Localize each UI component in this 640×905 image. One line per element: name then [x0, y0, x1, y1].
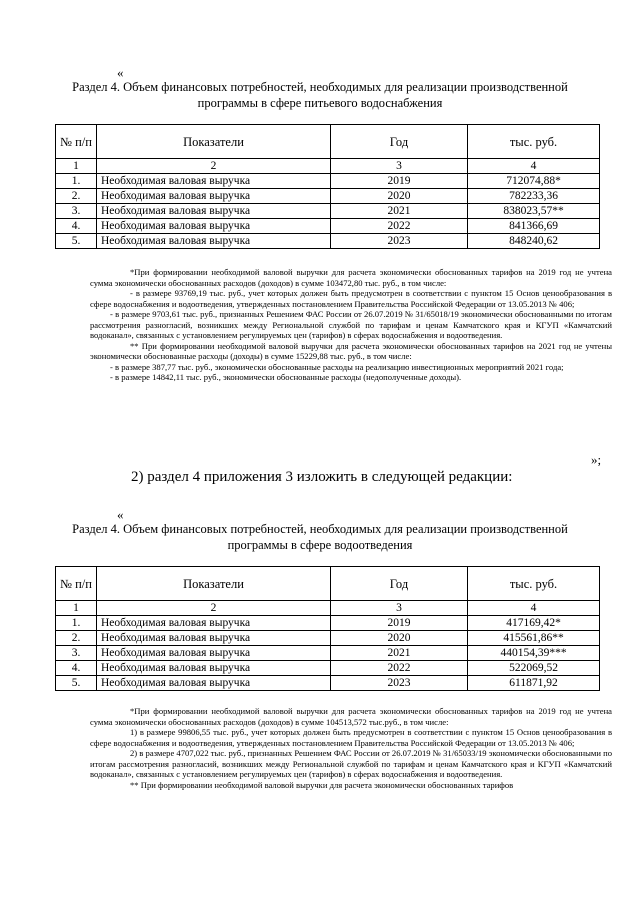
- row-year: 2021: [331, 204, 468, 219]
- footnotes: [90, 267, 612, 383]
- row-amount: 522069,52: [468, 661, 600, 676]
- row-amount: 415561,86**: [468, 631, 600, 646]
- row-year: 2020: [331, 631, 468, 646]
- row-amount: 417169,42*: [468, 616, 600, 631]
- section-title-line: Раздел 4. Объем финансовых потребностей, необходимых для реализации производственной: [72, 522, 568, 536]
- row-number: 2.: [56, 631, 97, 646]
- section-title-line: программы в сфере водоотведения: [227, 538, 413, 552]
- row-indicator: Необходимая валовая выручка: [97, 234, 331, 249]
- table-row: [56, 661, 600, 676]
- footnote-paragraph: ** При формировании необходимой валовой выручки для расчета экономически обоснованных тарифов на 2021 год не учтены экономически обоснованные расходы (доходы) в сумме 15229,88 тыс. руб., в том числе:: [90, 340, 612, 361]
- header-cell-indicator: Показатели: [97, 567, 331, 601]
- table-row: [56, 646, 600, 661]
- section-title: [40, 79, 600, 111]
- header-cell-amount: тыс. руб.: [468, 567, 600, 601]
- footnote-paragraph: - в размере 9703,61 тыс. руб., признанных Решением ФАС России от 26.07.2019 № 31/65018/19 экономически обоснованными по итогам рассмотрения разногласий, возникших между Региональной службой по тарифам и ценам Камчатского края и КГУП «Камчатский водоканал», связанных с установлением регулируемых цен (тарифов) в сферах водоснабжения и водоотведения.: [90, 309, 612, 340]
- close-quote: »;: [591, 452, 602, 467]
- row-amount: 848240,62: [468, 234, 600, 249]
- row-year: 2023: [331, 234, 468, 249]
- column-number: 4: [468, 159, 600, 174]
- row-year: 2023: [331, 676, 468, 691]
- footnote-paragraph: *При формировании необходимой валовой выручки для расчета экономически обоснованных тарифов на 2019 год не учтена сумма экономически обоснованных расходов (доходов) в сумме 104513,572 тыс.руб., в том числе:: [90, 706, 612, 727]
- footnote-paragraph: ** При формировании необходимой валовой выручки для расчета экономически обоснованных тарифов: [130, 779, 514, 790]
- row-year: 2020: [331, 189, 468, 204]
- column-number: 2: [97, 159, 331, 174]
- row-amount: 712074,88*: [468, 174, 600, 189]
- row-number: 5.: [56, 676, 97, 691]
- row-number: 4.: [56, 219, 97, 234]
- row-number: 1.: [56, 616, 97, 631]
- table-header-row: [56, 567, 600, 601]
- row-amount: 440154,39***: [468, 646, 600, 661]
- row-indicator: Необходимая валовая выручка: [97, 189, 331, 204]
- table-row: [56, 189, 600, 204]
- row-indicator: Необходимая валовая выручка: [97, 174, 331, 189]
- section-title-line: программы в сфере питьевого водоснабжения: [197, 96, 443, 110]
- column-number: 3: [331, 601, 468, 616]
- header-cell-indicator: Показатели: [97, 125, 331, 159]
- footnote-paragraph: - в размере 387,77 тыс. руб., экономически обоснованные расходы на реализацию инвестиционных мероприятий 2021 года;: [110, 361, 564, 372]
- row-year: 2021: [331, 646, 468, 661]
- financial-table: [55, 566, 600, 691]
- footnote-paragraph: 2) в размере 4707,022 тыс. руб., признанных Решением ФАС России от 26.07.2019 № 31/65033/19 экономически обоснованными по итогам рассмотрения разногласий, возникших между Региональной службой по тарифам и ценам Камчатского края и КГУП «Камчатский водоканал», связанных с установлением регулируемых цен (тарифов) в сферах водоснабжения и водоотведения.: [90, 748, 612, 779]
- row-number: 2.: [56, 189, 97, 204]
- row-number: 4.: [56, 661, 97, 676]
- footnote-paragraph: - в размере 93769,19 тыс. руб., учет которых должен быть предусмотрен в соответствии с пунктом 15 Основ ценообразования в сфере водоснабжения и водоотведения, утвержденных постановлением Правительства Российской Федерации от 13.05.2013 № 406;: [90, 288, 612, 309]
- row-amount: 611871,92: [468, 676, 600, 691]
- header-cell-number: № п/п: [56, 567, 97, 601]
- amendment-directive: 2) раздел 4 приложения 3 изложить в следующей редакции:: [131, 469, 513, 485]
- column-number: 1: [56, 601, 97, 616]
- row-indicator: Необходимая валовая выручка: [97, 631, 331, 646]
- header-cell-year: Год: [331, 567, 468, 601]
- row-amount: 838023,57**: [468, 204, 600, 219]
- table-row: [56, 631, 600, 646]
- header-cell-year: Год: [331, 125, 468, 159]
- table-row: [56, 219, 600, 234]
- row-indicator: Необходимая валовая выручка: [97, 219, 331, 234]
- row-year: 2022: [331, 219, 468, 234]
- row-amount: 841366,69: [468, 219, 600, 234]
- header-cell-number: № п/п: [56, 125, 97, 159]
- table-row: [56, 676, 600, 691]
- footnote-paragraph: 1) в размере 99806,55 тыс. руб., учет которых должен быть предусмотрен в соответствии с пунктом 15 Основ ценообразования в сфере водоснабжения и водоотведения, утвержденных постановлением Правительства Российской Федерации от 13.05.2013 № 406;: [90, 727, 612, 748]
- section-title: [40, 521, 600, 553]
- row-year: 2022: [331, 661, 468, 676]
- column-number: 1: [56, 159, 97, 174]
- column-number: 4: [468, 601, 600, 616]
- table-row: [56, 204, 600, 219]
- row-amount: 782233,36: [468, 189, 600, 204]
- row-indicator: Необходимая валовая выручка: [97, 661, 331, 676]
- footnote-paragraph: *При формировании необходимой валовой выручки для расчета экономически обоснованных тарифов на 2019 год не учтена сумма экономически обоснованных расходов (доходов) в сумме 103472,80 тыс. руб., в том числе:: [90, 267, 612, 288]
- table-row: [56, 616, 600, 631]
- row-number: 5.: [56, 234, 97, 249]
- table-row: [56, 174, 600, 189]
- financial-table: [55, 124, 600, 249]
- section-title-line: Раздел 4. Объем финансовых потребностей, необходимых для реализации производственной: [72, 80, 568, 94]
- row-number: 3.: [56, 646, 97, 661]
- row-number: 3.: [56, 204, 97, 219]
- row-indicator: Необходимая валовая выручка: [97, 204, 331, 219]
- table-header-row: [56, 125, 600, 159]
- column-number-row: [56, 159, 600, 174]
- row-year: 2019: [331, 174, 468, 189]
- open-quote: «: [117, 65, 124, 80]
- open-quote: «: [117, 507, 124, 522]
- row-indicator: Необходимая валовая выручка: [97, 676, 331, 691]
- row-indicator: Необходимая валовая выручка: [97, 646, 331, 661]
- footnote-paragraph: - в размере 14842,11 тыс. руб., экономически обоснованные расходы (недополученные доходы).: [110, 372, 462, 382]
- column-number: 2: [97, 601, 331, 616]
- column-number: 3: [331, 159, 468, 174]
- footnotes: [90, 706, 612, 790]
- row-year: 2019: [331, 616, 468, 631]
- header-cell-amount: тыс. руб.: [468, 125, 600, 159]
- column-number-row: [56, 601, 600, 616]
- row-number: 1.: [56, 174, 97, 189]
- table-row: [56, 234, 600, 249]
- row-indicator: Необходимая валовая выручка: [97, 616, 331, 631]
